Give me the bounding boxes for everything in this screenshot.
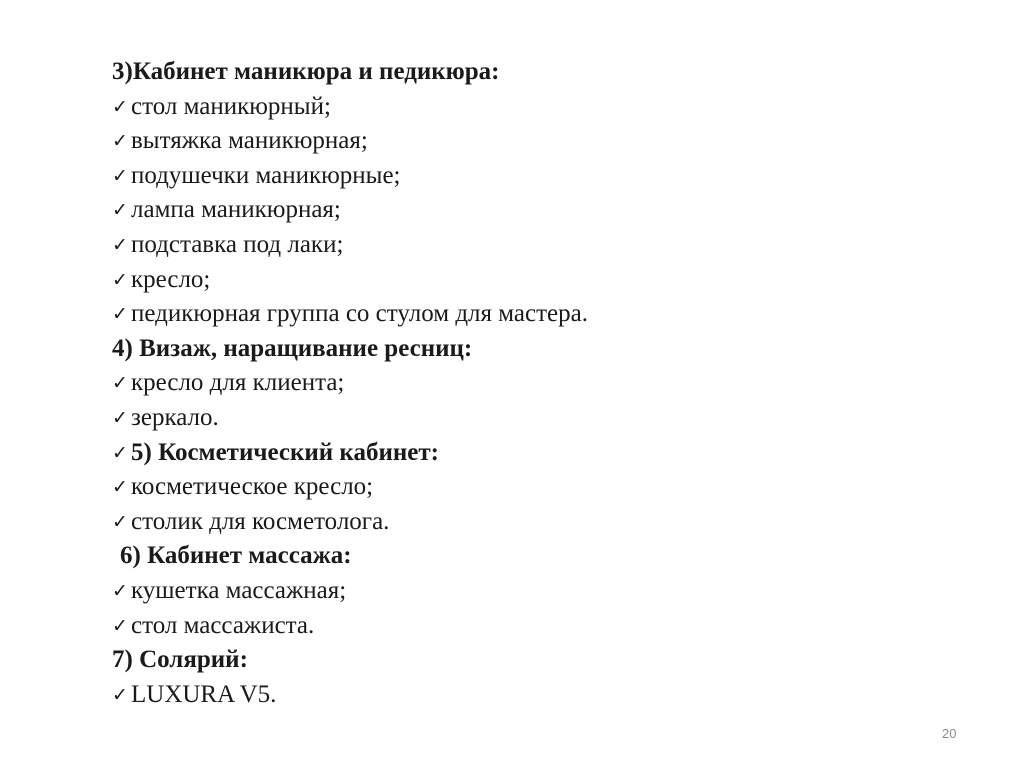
checkmark-icon: ✓: [112, 579, 128, 602]
page-number: 20: [942, 726, 957, 741]
line-text: вытяжка маникюрная;: [131, 127, 368, 155]
checkmark-icon: ✓: [112, 233, 128, 256]
list-line: [112, 505, 972, 540]
list-line: [112, 574, 972, 609]
line-text: стол массажиста.: [131, 611, 315, 639]
line-text: подушечки маникюрные;: [131, 161, 401, 189]
line-text: кресло для клиента;: [131, 369, 345, 397]
list-line: [112, 193, 972, 228]
line-text: 4) Визаж, наращивание ресниц:: [112, 334, 473, 362]
checkmark-icon: ✓: [112, 268, 128, 291]
list-line: [112, 90, 972, 125]
checkmark-icon: ✓: [112, 683, 128, 706]
line-text: 5) Косметический кабинет:: [131, 438, 439, 466]
line-text: зеркало.: [131, 403, 219, 431]
line-text: косметическое кресло;: [131, 473, 374, 501]
checkmark-icon: ✓: [112, 372, 128, 395]
list-line: [112, 332, 972, 367]
line-text: LUXURA V5.: [131, 680, 277, 708]
equipment-list: [112, 55, 972, 712]
line-text: педикюрная группа со стулом для мастера.: [131, 300, 588, 328]
list-line: [112, 470, 972, 505]
line-text: лампа маникюрная;: [131, 196, 341, 224]
checkmark-icon: ✓: [112, 164, 128, 187]
checkmark-icon: ✓: [112, 303, 128, 326]
list-line: [112, 366, 972, 401]
checkmark-icon: ✓: [112, 441, 128, 464]
line-text: столик для косметолога.: [131, 507, 390, 535]
list-line: [112, 609, 972, 644]
checkmark-icon: ✓: [112, 199, 128, 222]
line-text: 6) Кабинет массажа:: [120, 542, 352, 570]
list-line: [112, 263, 972, 298]
checkmark-icon: ✓: [112, 476, 128, 499]
line-text: подставка под лаки;: [131, 230, 344, 258]
line-text: 3)Кабинет маникюра и педикюра:: [112, 58, 500, 85]
checkmark-icon: ✓: [112, 510, 128, 533]
checkmark-icon: ✓: [112, 95, 128, 118]
list-line: [112, 159, 972, 194]
list-line: [112, 55, 972, 90]
list-line: [112, 228, 972, 263]
list-line: [112, 539, 972, 574]
list-line: [112, 297, 972, 332]
line-text: стол маникюрный;: [131, 92, 331, 120]
list-line: [112, 401, 972, 436]
line-text: 7) Солярий:: [112, 646, 248, 674]
checkmark-icon: ✓: [112, 614, 128, 637]
checkmark-icon: ✓: [112, 130, 128, 153]
list-line: [112, 124, 972, 159]
checkmark-icon: ✓: [112, 406, 128, 429]
list-line: [112, 643, 972, 678]
line-text: кресло;: [131, 265, 211, 293]
list-line: [112, 678, 972, 713]
list-line: [112, 436, 972, 471]
line-text: кушетка массажная;: [131, 576, 347, 604]
